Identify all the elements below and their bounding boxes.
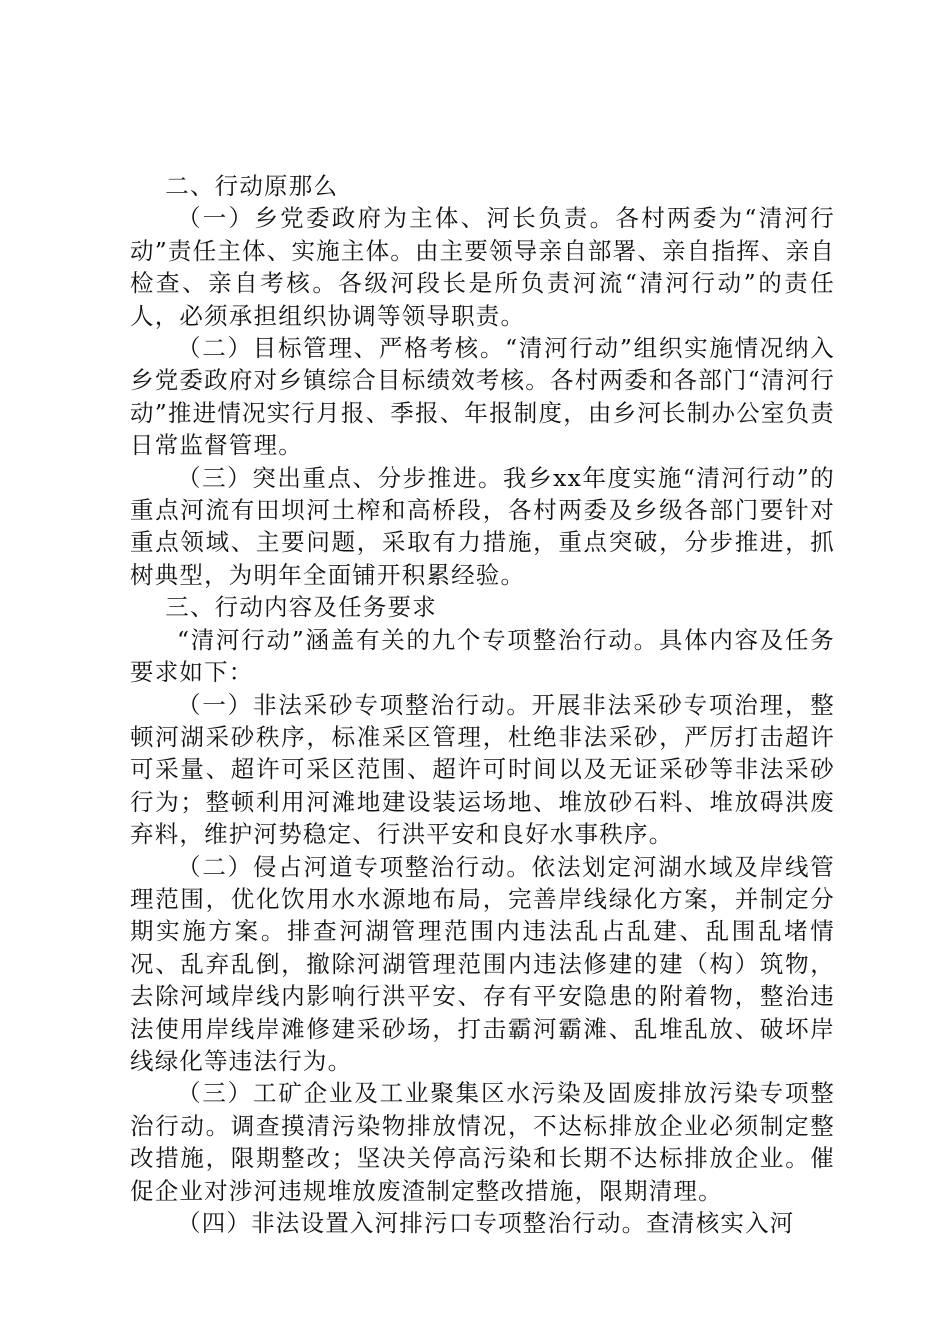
document-body xyxy=(130,170,835,1239)
paragraph-task-4: （四）非法设置入河排污口专项整治行动。查清核实入河 xyxy=(177,1209,795,1237)
paragraph-task-2: （二）侵占河道专项整治行动。依法划定河湖水域及岸线管理范围，优化饮用水水源地布局，完善岸线绿化方案，并制定分期实施方案。排查河湖管理范围内违法乱占乱建、乱围乱堵情况、乱弃乱倒，撤除河湖管理范围内违法修建的建（构）筑物，去除河域岸线内影响行洪平安、存有平安隐患的附着物，整治违法使用岸线岸滩修建采砂场，打击霸河霸滩、乱堆乱放、破坏岸线绿化等违法行为。 xyxy=(130,852,835,1075)
section-heading-3: 三、行动内容及任务要求 xyxy=(165,593,437,622)
paragraph-task-3: （三）工矿企业及工业聚集区水污染及固废排放污染专项整治行动。调查摸清污染物排放情况，不达标排放企业必须制定整改措施，限期整改；坚决关停高污染和长期不达标排放企业。催促企业对涉河违规堆放废渣制定整改措施，限期清理。 xyxy=(130,1079,835,1205)
paragraph-principle-1: （一）乡党委政府为主体、河长负责。各村两委为“清河行动”责任主体、实施主体。由主要领导亲自部署、亲自指挥、亲自检查、亲自考核。各级河段长是所负责河流“清河行动”的责任人，必须承担组织协调等领导职责。 xyxy=(130,204,835,330)
paragraph-intro: “清河行动”涵盖有关的九个专项整治行动。具体内容及任务要求如下： xyxy=(130,625,835,687)
paragraph-principle-2: （二）目标管理、严格考核。“清河行动”组织实施情况纳入乡党委政府对乡镇综合目标绩效考核。各村两委和各部门“清河行动”推进情况实行月报、季报、年报制度，由乡河长制办公室负责日常监督管理。 xyxy=(130,334,835,460)
section-heading-2: 二、行动原那么 xyxy=(165,172,339,200)
paragraph-task-1: （一）非法采砂专项整治行动。开展非法采砂专项治理，整顿河湖采砂秩序，标准采区管理，杜绝非法采砂，严厉打击超许可采量、超许可采区范围、超许可时间以及无证采砂等非法采砂行为；整顿利用河滩地建设装运场地、堆放砂石料、堆放碍洪废弃料，维护河势稳定、行洪平安和良好水事秩序。 xyxy=(130,690,835,849)
paragraph-principle-3: （三）突出重点、分步推进。我乡xx年度实施“清河行动”的重点河流有田坝河土榨和高桥段，各村两委及乡级各部门要针对重点领域、主要问题，采取有力措施，重点突破，分步推进，抓树典型，为明年全面铺开积累经验。 xyxy=(130,463,835,589)
